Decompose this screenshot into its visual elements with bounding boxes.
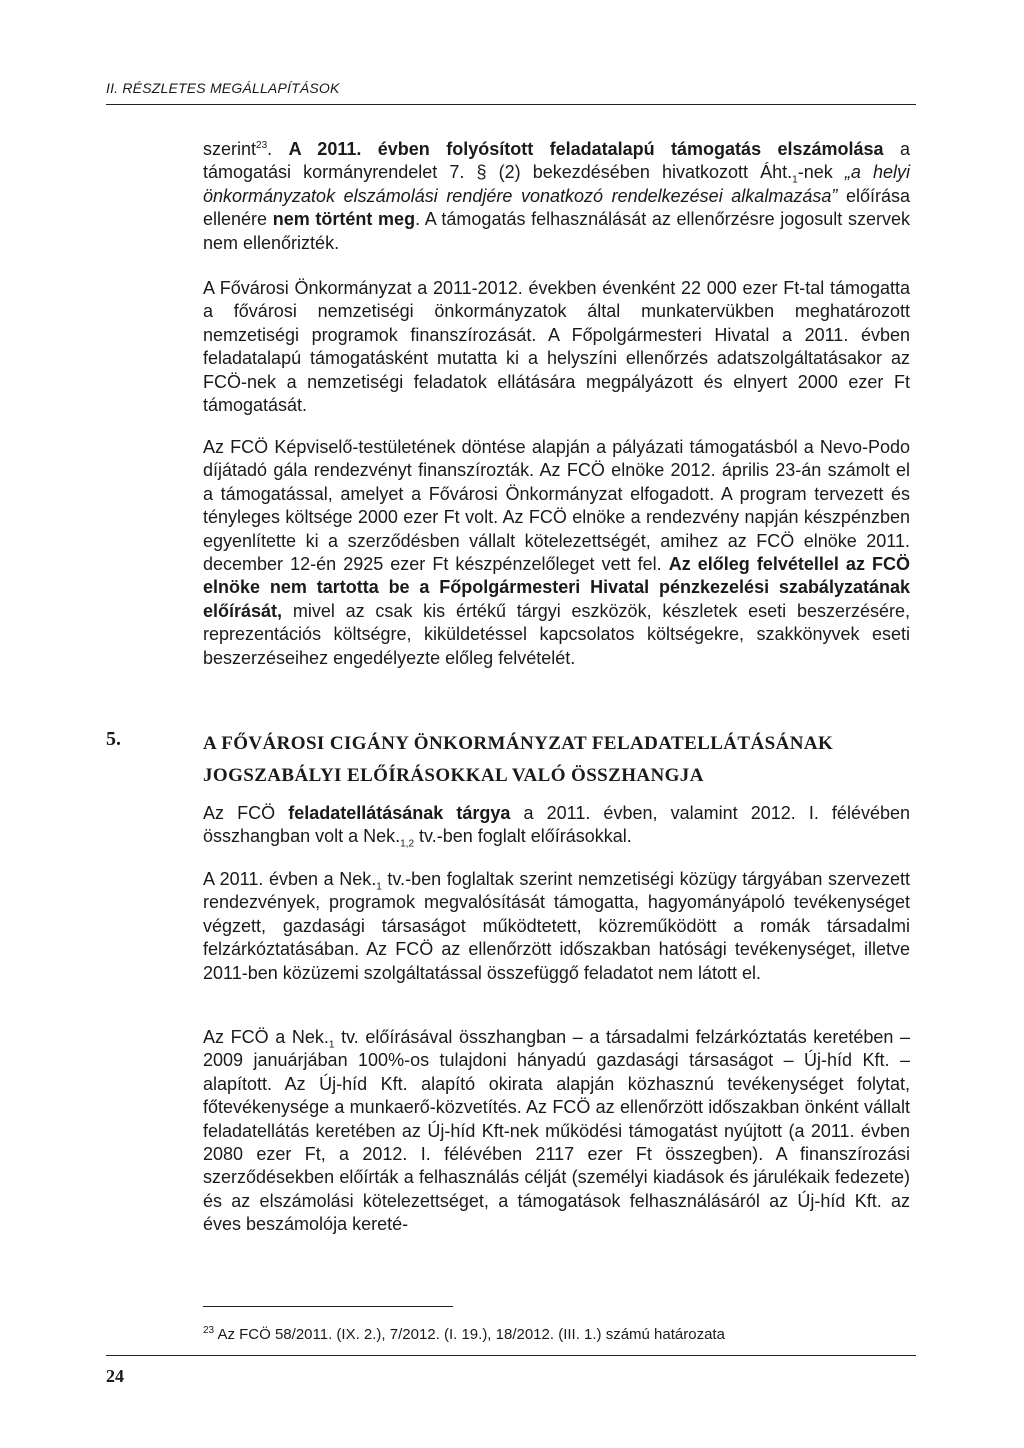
section-number: 5. xyxy=(106,728,121,750)
p2-text: A Fővárosi Önkormányzat a 2011-2012. években évenként 22 000 ezer Ft-tal támogatta a fővárosi nemzetiségi önkormányzatok által munkatervükben meghatározott nemzetiségi programok finanszírozását. A Főpolgármesteri Hivatal a 2011. évben feladatalapú támogatásként mutatta ki a helyszíni ellenőrzés adatszolgáltatásakor az FCÖ-nek a nemzetiségi feladatok ellátására megpályázott és elnyert 2000 ezer Ft támogatását. xyxy=(203,278,910,416)
footnote-rule xyxy=(203,1306,453,1307)
subscript: 1,2 xyxy=(400,839,415,850)
footnote xyxy=(203,1326,725,1343)
p1-italic-quote: „a helyi önkormányzatok elszámolási rendjére vonatkozó rendelkezései alkalmazása” xyxy=(203,162,910,206)
subscript: 1 xyxy=(328,1039,335,1051)
running-header: II. RÉSZLETES MEGÁLLAPÍTÁSOK xyxy=(106,80,340,96)
subscript: 1 xyxy=(376,881,382,893)
section-title-line-1: A FŐVÁROSI CIGÁNY ÖNKORMÁNYZAT FELADATELLÁTÁSÁNAK xyxy=(203,733,834,754)
paragraph-6 xyxy=(203,868,910,985)
p1-text: előírása ellenére xyxy=(203,185,910,230)
p3-bold-text: Az előleg felvétellel az FCÖ elnöke nem tartotta be a Főpolgármesteri Hivatal pénzkezelési szabályzatának előírását, xyxy=(203,554,910,621)
header-rule xyxy=(106,104,916,105)
p5-bold-text: feladatellátásának tárgya xyxy=(288,803,511,823)
p1-text-start: szerint xyxy=(203,139,257,159)
page-number: 24 xyxy=(106,1366,124,1386)
p1-text: -nek xyxy=(797,162,845,183)
footer-rule xyxy=(106,1355,916,1356)
paragraph-5 xyxy=(203,802,910,849)
paragraph-2 xyxy=(203,277,910,417)
paragraph-1 xyxy=(203,138,910,255)
p7-text: tv. előírásával összhangban – a társadalmi felzárkóztatás keretében –2009 januárjában 100%-os tulajdoni hányadú gazdasági társaságot – Új-híd Kft. – alapított. Az Új-híd Kft. alapító okirata alapján közhasznú tevékenységet folytat, főtevékenysége a munkaerő-közvetítés. Az FCÖ az ellenőrzött időszakban önként vállalt feladatellátás keretében az Új-híd Kft-nek működési támogatást nyújtott (a 2011. évben 2080 ezer Ft, a 2012. I. félévében 2117 ezer Ft összegben). A finanszírozási szerződésekben előírták a felhasználás célját (személyi kiadások és járulékaik fedezete) és az elszámolási kötelezettséget, a támogatások felhasználásáról az Új-híd Kft. az éves beszámolója kereté- xyxy=(203,1027,910,1235)
footnote-marker: 23 xyxy=(203,1325,215,1336)
paragraph-7 xyxy=(203,1026,910,1237)
p1-bold-text: nem történt meg xyxy=(272,209,416,230)
footnote-reference[interactable]: 23 xyxy=(256,140,268,151)
p3-text: Az FCÖ Képviselő-testületének döntése alapján a pályázati támogatásból a Nevo-Podo díjátadó gála rendezvényt finanszírozták. Az FCÖ elnöke 2012. április 23-án számolt el a támogatással, amelyet a Fővárosi Önkormányzat elfogadott. A program tervezett és tényleges költsége 2000 ezer Ft volt. Az FCÖ elnöke a rendezvény napján készpénzben egyenlítette ki a szerződésben vállalt kötelezettségét, amihez az FCÖ elnöke 2011. december 12-én 2925 ezer Ft készpénzelőleget vett fel. xyxy=(203,437,910,575)
subscript: 1 xyxy=(792,175,798,186)
p6-text: A 2011. évben a Nek. xyxy=(203,869,377,889)
p5-text: Az FCÖ xyxy=(203,803,289,823)
section-title xyxy=(203,728,916,792)
p1-bold-text: A 2011. évben folyósított feladatalapú támogatás elszámolása xyxy=(288,139,884,159)
p6-text: tv.-ben foglaltak szerint nemzetiségi közügy tárgyában szervezett rendezvények, programok megvalósítását támogatta, hagyományápoló tevékenységet végzett, gazdasági társaságot működtetett, közreműködött a romák társadalmi felzárkóztatásában. Az FCÖ az ellenőrzött időszakban hatósági tevékenységet, illetve 2011-ben közüzemi szolgáltatással összefüggő feladatot nem látott el. xyxy=(203,869,910,983)
p3-text: mivel az csak kis értékű tárgyi eszközök, készletek eseti beszerzésére, reprezentációs költségre, kiküldetéssel kapcsolatos költségekre, szakkönyvek eseti beszerzéseihez engedélyezte előleg felvételét. xyxy=(203,600,910,668)
footnote-text: Az FCÖ 58/2011. (IX. 2.), 7/2012. (I. 19.), 18/2012. (III. 1.) számú határozata xyxy=(214,1326,725,1343)
p1-text: . A támogatás felhasználását az ellenőrzésre jogosult szervek nem ellenőrizték. xyxy=(203,209,910,253)
p1-text: a támogatási kormányrendelet 7. § (2) bekezdésében hivatkozott Áht. xyxy=(203,139,910,183)
section-title-line-2: JOGSZABÁLYI ELŐÍRÁSOKKAL VALÓ ÖSSZHANGJA xyxy=(203,765,704,786)
p5-text: a 2011. évben, valamint 2012. I. félévében összhangban volt a Nek. xyxy=(203,803,910,847)
p1-text: . xyxy=(267,139,289,159)
p7-text: Az FCÖ a Nek. xyxy=(203,1027,329,1047)
p5-text: tv.-ben foglalt előírásokkal. xyxy=(414,826,632,847)
paragraph-3 xyxy=(203,436,910,670)
